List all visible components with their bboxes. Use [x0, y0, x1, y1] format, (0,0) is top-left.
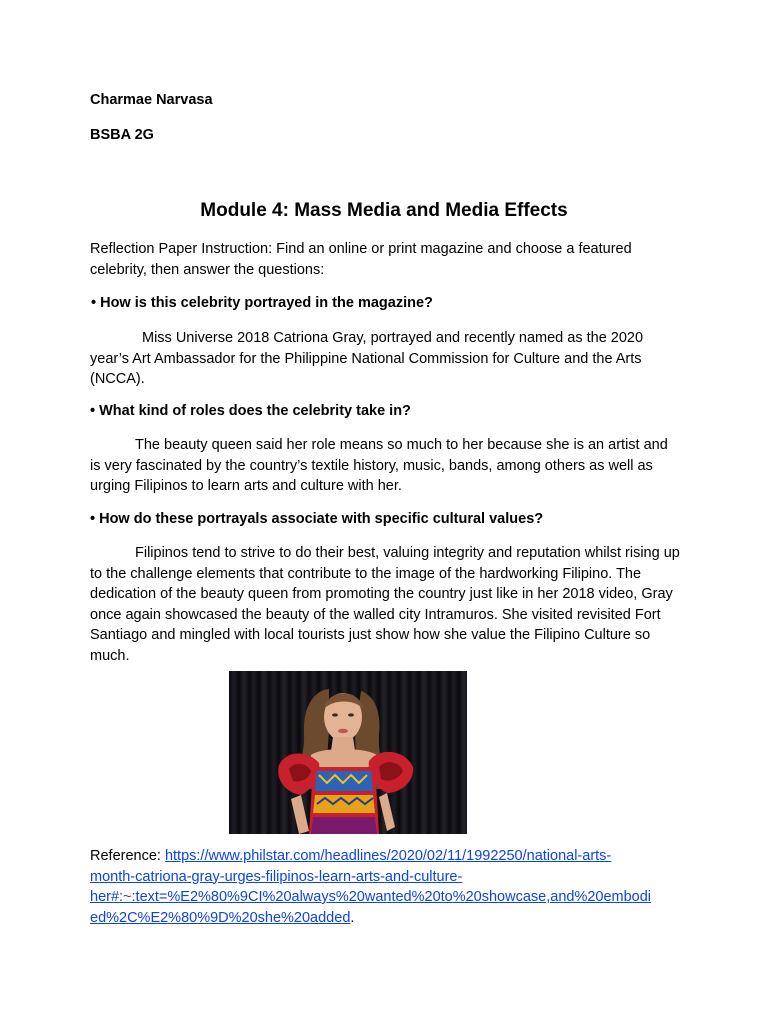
- celebrity-photo: [229, 671, 467, 834]
- answer-3: Filipinos tend to strive to do their best, valuing integrity and reputation whilst rising up to the challenge elements that contribute to the image of the hardworking Filipino. The dedication of the beauty queen from promoting the country just like in her 2018 video, Gray once again showcased the beauty of the walled city Intramuros. She visited revisited Fort Santiago and mingled with local tourists just show how she value the Filipino Culture so much.: [90, 545, 680, 664]
- reference-link[interactable]: [90, 848, 651, 926]
- author-name: Charmae Narvasa: [90, 92, 213, 108]
- question-3: • How do these portrayals associate with specific cultural values?: [90, 511, 544, 527]
- reference-block: [90, 846, 690, 928]
- answer-2: The beauty queen said her role means so much to her because she is an artist and is very fascinated by the country’s textile history, music, bands, among others as well as urging Filipinos to learn arts and culture with her.: [90, 437, 668, 494]
- instruction-text: Reflection Paper Instruction: Find an online or print magazine and choose a featured celebrity, then answer the questions:: [90, 241, 632, 278]
- reference-label: Reference:: [90, 848, 165, 864]
- reference-link-line-4: ed%2C%E2%80%9D%20she%20added: [90, 909, 351, 926]
- reference-link-line-3: her#:~:text=%E2%80%9CI%20always%20wanted%20to%20showcase,and%20embodi: [90, 889, 652, 905]
- reference-link-line-1: https://www.philstar.com/headlines/2020/02/11/1992250/national-arts-: [164, 848, 612, 864]
- question-2: • What kind of roles does the celebrity take in?: [90, 403, 411, 419]
- question-1: • How is this celebrity portrayed in the magazine?: [91, 295, 433, 311]
- document-title: Module 4: Mass Media and Media Effects: [200, 200, 568, 221]
- reference-suffix: .: [350, 909, 355, 926]
- class-section: BSBA 2G: [90, 127, 154, 143]
- reference-link-line-2: month-catriona-gray-urges-filipinos-learn-arts-and-culture-: [90, 868, 463, 885]
- answer-1: Miss Universe 2018 Catriona Gray, portrayed and recently named as the 2020 year’s Art Ambassador for the Philippine National Commission for Culture and the Arts (NCCA).: [90, 330, 644, 387]
